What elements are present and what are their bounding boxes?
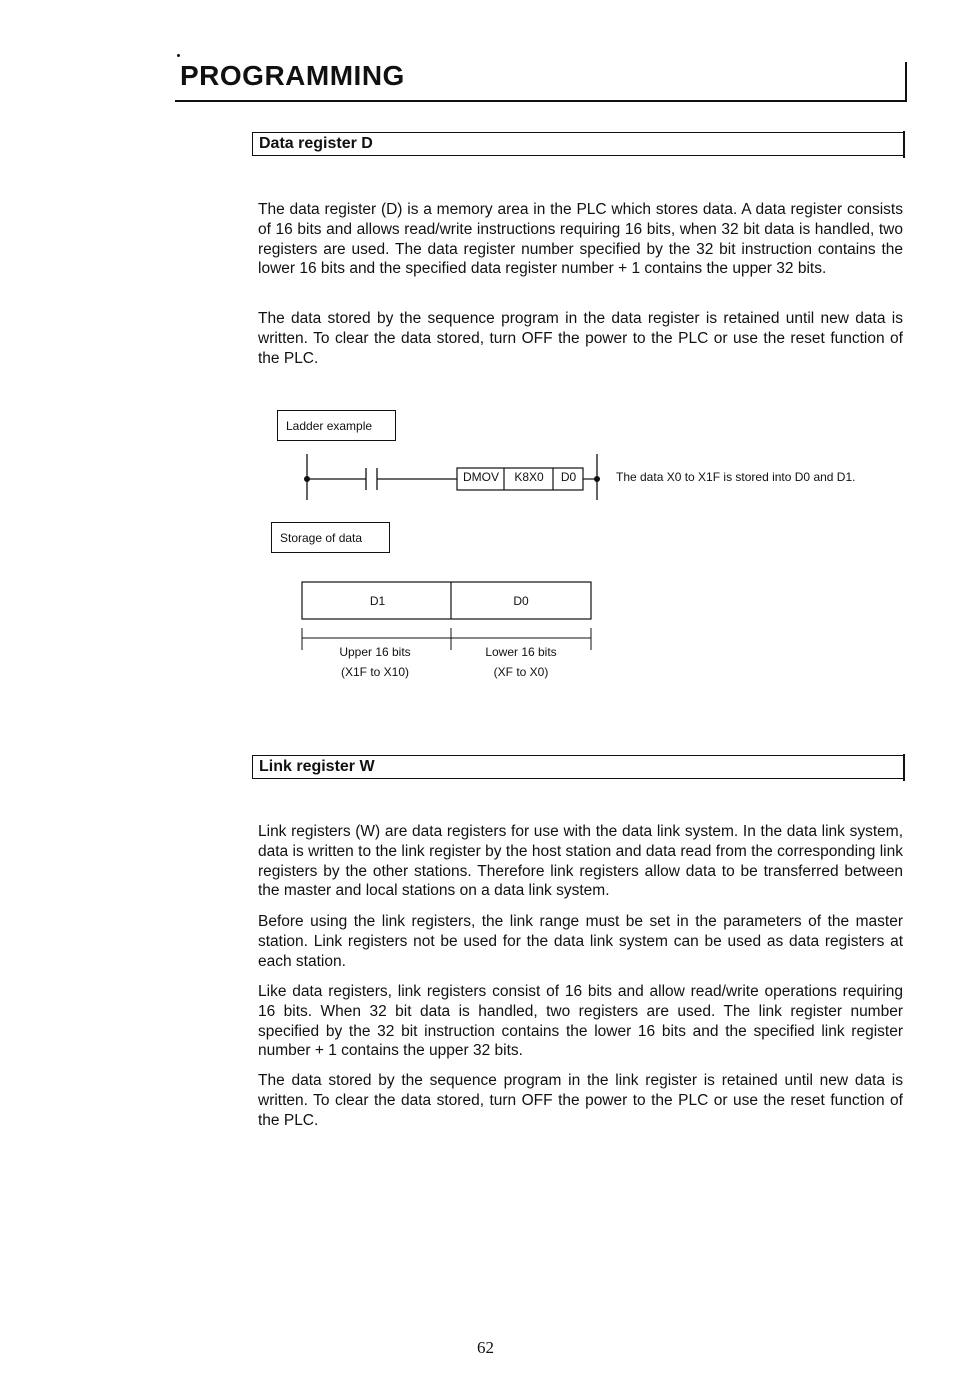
header-rule — [175, 100, 907, 102]
storage-of-data-label — [271, 522, 390, 553]
ladder-example-label-text: Ladder example — [286, 419, 373, 433]
section-title: Data register D — [259, 135, 373, 152]
upper-bits-label: Upper 16 bits — [339, 645, 411, 659]
paragraph: Like data registers, link registers consist of 16 bits and allow read/write operations requiring 16 bits. When 32 bit data is handled, two registers are used. The link register number specified by the 32 bit instruction contains the lower 16 bits and the specified link register number + 1 contains the upper 32 bits. — [258, 983, 903, 1060]
instruction-name: DMOV — [463, 470, 499, 484]
instruction-source: K8X0 — [514, 470, 544, 484]
page-header-title: PROGRAMMING — [180, 60, 405, 91]
paragraph: Before using the link registers, the link range must be set in the parameters of the master station. Link registers not be used for the data link system can be used as data registers at each station. — [258, 913, 903, 970]
section-title: Link register W — [259, 758, 375, 775]
section-heading-data-register — [252, 132, 904, 156]
lower-bits-range: (XF to X0) — [493, 665, 549, 679]
instruction-destination: D0 — [560, 470, 577, 484]
paragraph: The data stored by the sequence program in the data register is retained until new data is written. To clear the data stored, turn OFF the power to the PLC or use the reset function of the PLC. — [258, 310, 903, 367]
register-cell-d1: D1 — [369, 594, 386, 608]
storage-diagram — [298, 580, 598, 652]
paragraph: The data stored by the sequence program in the link register is retained until new data is written. To clear the data stored, turn OFF the power to the PLC or use the reset function of the PLC. — [258, 1072, 903, 1129]
header-dot — [177, 54, 180, 57]
paragraph: Link registers (W) are data registers for use with the data link system. In the data link system, data is written to the link register by the host station and data read from the corresponding link registers by the other stations. Therefore link registers allow data to be transferred between the master and local stations on a data link system. — [258, 823, 903, 900]
ladder-example-label — [277, 410, 396, 441]
header-corner-tick — [905, 62, 907, 102]
paragraph: The data register (D) is a memory area in the PLC which stores data. A data register consists of 16 bits and allows read/write instructions requiring 16 bits, when 32 bit data is handled, two registers are used. The data register number specified by the 32 bit instruction contains the lower 16 bits and the specified data register number + 1 contains the upper 32 bits. — [258, 201, 903, 278]
right-rail-junction — [594, 476, 600, 482]
storage-of-data-label-text: Storage of data — [280, 531, 363, 545]
section-heading-link-register — [252, 755, 904, 779]
page-number: 62 — [477, 1338, 494, 1357]
ladder-note: The data X0 to X1F is stored into D0 and D1. — [616, 470, 856, 484]
lower-bits-label: Lower 16 bits — [485, 645, 557, 659]
register-cell-d0: D0 — [513, 594, 529, 608]
upper-bits-range: (X1F to X10) — [340, 665, 410, 679]
